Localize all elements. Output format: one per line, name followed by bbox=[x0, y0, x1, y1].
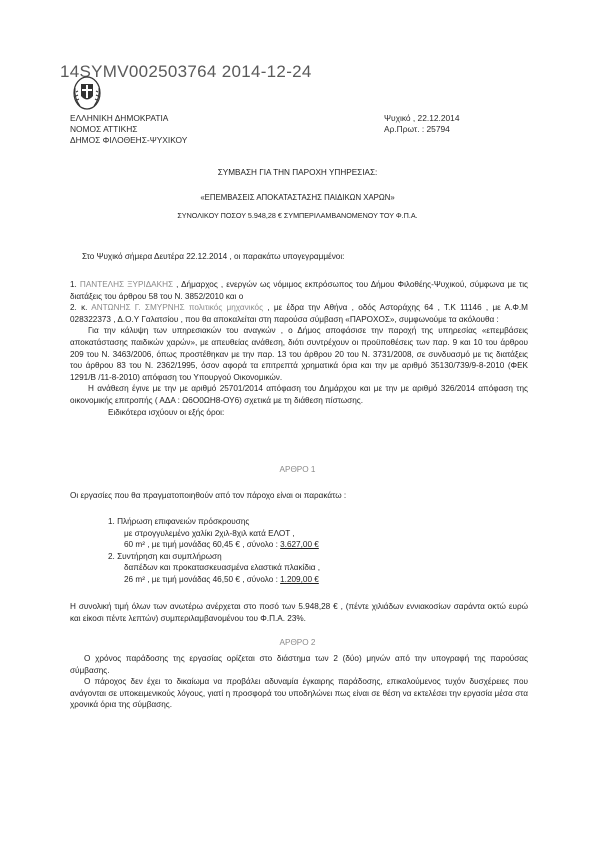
contract-title: ΣΥΜΒΑΣΗ ΓΙΑ ΤΗΝ ΠΑΡΟΧΗ ΥΠΗΡΕΣΙΑΣ: bbox=[217, 168, 378, 177]
greek-coat-of-arms-icon bbox=[72, 76, 102, 112]
list-item-price: 26 m² , με τιμή μονάδας 46,50 € , σύνολο : 1.209,00 € bbox=[124, 574, 319, 584]
article-2-heading: ΑΡΘΡΟ 2 bbox=[279, 638, 316, 647]
protocol-number: Αρ.Πρωτ. : 25794 bbox=[384, 124, 450, 134]
issuing-authority bbox=[70, 113, 187, 146]
article-1-intro: Οι εργασίες που θα πραγματοποιηθούν από τον πάροχο είναι οι παρακάτω : bbox=[70, 491, 347, 500]
list-item-detail: με στρογγυλεμένο χαλίκι 2χιλ-8χιλ κατά ΕΛΟΤ , bbox=[124, 528, 295, 538]
org-line-2: ΝΟΜΟΣ ΑΤΤΙΚΗΣ bbox=[70, 124, 138, 134]
date-protocol-block bbox=[384, 113, 459, 135]
parties-section bbox=[70, 279, 528, 418]
terms-intro: Ειδικότερα ισχύουν οι εξής όροι: bbox=[108, 407, 225, 417]
item-1-total: 3.627,00 € bbox=[280, 540, 319, 550]
party-1: 1. ΠΑΝΤΕΛΗΣ ΞΥΡΙΔΑΚΗΣ , Δήμαρχος , ενεργών ως νόμιμος εκπρόσωπος του Δήμου Φιλοθέης-Ψυχικού, σύμφωνα με τις διατάξεις του άρθρου 58 του Ν. 3852/2010 και ο bbox=[70, 280, 528, 301]
delivery-time-paragraph: Ο χρόνος παράδοσης της εργασίας ορίζεται στο διάστημα των 2 (δύο) μηνών από την υπογραφή της παρούσας σύμβασης. bbox=[70, 654, 528, 675]
article-2-body bbox=[70, 653, 528, 711]
intro-text: Στο Ψυχικό σήμερα Δευτέρα 22.12.2014 , οι παρακάτω υπογεγραμμένοι: bbox=[82, 252, 345, 261]
list-item-price: 60 m² , με τιμή μονάδας 60,45 € , σύνολο : 3.627,00 € bbox=[124, 540, 319, 550]
contract-amount: ΣΥΝΟΛΙΚΟΥ ΠΟΣΟΥ 5.948,28 € ΣΥΜΠΕΡΙΛΑΜΒΑΝΟΜΕΝΟΥ ΤΟΥ Φ.Π.Α. bbox=[177, 211, 418, 220]
list-item-detail: δαπέδων και προκατασκευασμένα ελαστικά πλακίδια , bbox=[124, 563, 321, 573]
list-item: 2. Συντήρηση και συμπλήρωση bbox=[108, 551, 222, 561]
contractor-name: ΑΝΤΩΝΗΣ Γ. ΣΜΥΡΝΗΣ πολιτικός μηχανικός bbox=[91, 303, 264, 313]
contract-subject: «ΕΠΕΜΒΑΣΕΙΣ ΑΠΟΚΑΤΑΣΤΑΣΗΣ ΠΑΙΔΙΚΩΝ ΧΑΡΩΝ» bbox=[200, 193, 395, 202]
mayor-name: ΠΑΝΤΕΛΗΣ ΞΥΡΙΔΑΚΗΣ bbox=[79, 280, 174, 289]
party-2: 2. κ. ΑΝΤΩΝΗΣ Γ. ΣΜΥΡΝΗΣ πολιτικός μηχανικός , με έδρα την Αθήνα , οδός Αστοράχης 64 , Τ.Κ 11146 , με Α.Φ.Μ 028322373 , Δ.Ο.Υ Γαλατσίου , που θα αποκαλείται στη παρούσα σύμβαση «ΠΑΡΟΧΟΣ», συμφωνούμε τα ακόλουθα : bbox=[70, 303, 528, 324]
recital-paragraph: Για την κάλυψη των υπηρεσιακών του αναγκών , ο Δήμος αποφάσισε την παροχή της υπηρεσίας «επεμβάσεις αποκατάστασης παιδικών χαρών», με απευθείας ανάθεση, διότι συντρέχουν οι προϋποθέσεις των παρ. 9 και 10 του άρθρου 209 του Ν. 3463/2006, όπως προστέθηκαν με την παρ. 13 του άρθρου 20 του Ν. 3731/2008, σε συνδυασμό με τις διατάξεις του άρθρου 83 του Ν. 2362/1995, όσον αφορά τα επιτρεπτά χρηματικά όρια και την με αριθμό 35130/739/9-8-2010 (ΦΕΚ 1291/Β /11-8-2010) απόφαση του Υπουργού Οικονομικών. bbox=[70, 326, 528, 382]
list-item: 1. Πλήρωση επιφανειών πρόσκρουσης bbox=[108, 517, 250, 526]
article-1-summary: Η συνολική τιμή όλων των ανωτέρω ανέρχεται στο ποσό των 5.948,28 € , (πέντε χιλιάδων εννιακοσίων σαράντα οκτώ ευρώ και είκοσι πέντε λεπτών) συμπεριλαμβανομένου του Φ.Π.Α. 23%. bbox=[70, 602, 528, 623]
item-2-total: 1.209,00 € bbox=[280, 574, 319, 584]
award-paragraph: Η ανάθεση έγινε με την με αριθμό 25701/2014 απόφαση του Δημάρχου και με την με αριθμό 326/2014 απόφαση της οικονομικής επιτροπής ( ΑΔΑ : Ω6Ο0ΩΗ8-ΟΥ6) σχετικά με τη διάθεση πίστωσης. bbox=[70, 384, 528, 405]
org-line-3: ΔΗΜΟΣ ΦΙΛΟΘΕΗΣ-ΨΥΧΙΚΟΥ bbox=[70, 135, 188, 145]
article-1-heading: ΑΡΘΡΟ 1 bbox=[279, 465, 316, 474]
delay-clause-paragraph: Ο πάροχος δεν έχει το δικαίωμα να προβάλει αδυναμία έγκαιρης παράδοσης, επικαλούμενος τυχόν δυσχέρειες που ανάγονται σε υποκειμενικούς λόγους, γιατί η προσφορά του υποδηλώνει πως είναι σε θέση να εκτελέσει την εργασία μέσα στα χρονικά όρια της σύμβασης. bbox=[70, 677, 528, 710]
org-line-1: ΕΛΛΗΝΙΚΗ ΔΗΜΟΚΡΑΤΙΑ bbox=[70, 113, 169, 123]
works-list bbox=[108, 516, 320, 586]
document-id-stamp: 14SYMV002503764 2014-12-24 bbox=[60, 62, 312, 81]
intro-paragraph bbox=[70, 251, 528, 263]
place-date: Ψυχικό , 22.12.2014 bbox=[384, 113, 460, 123]
